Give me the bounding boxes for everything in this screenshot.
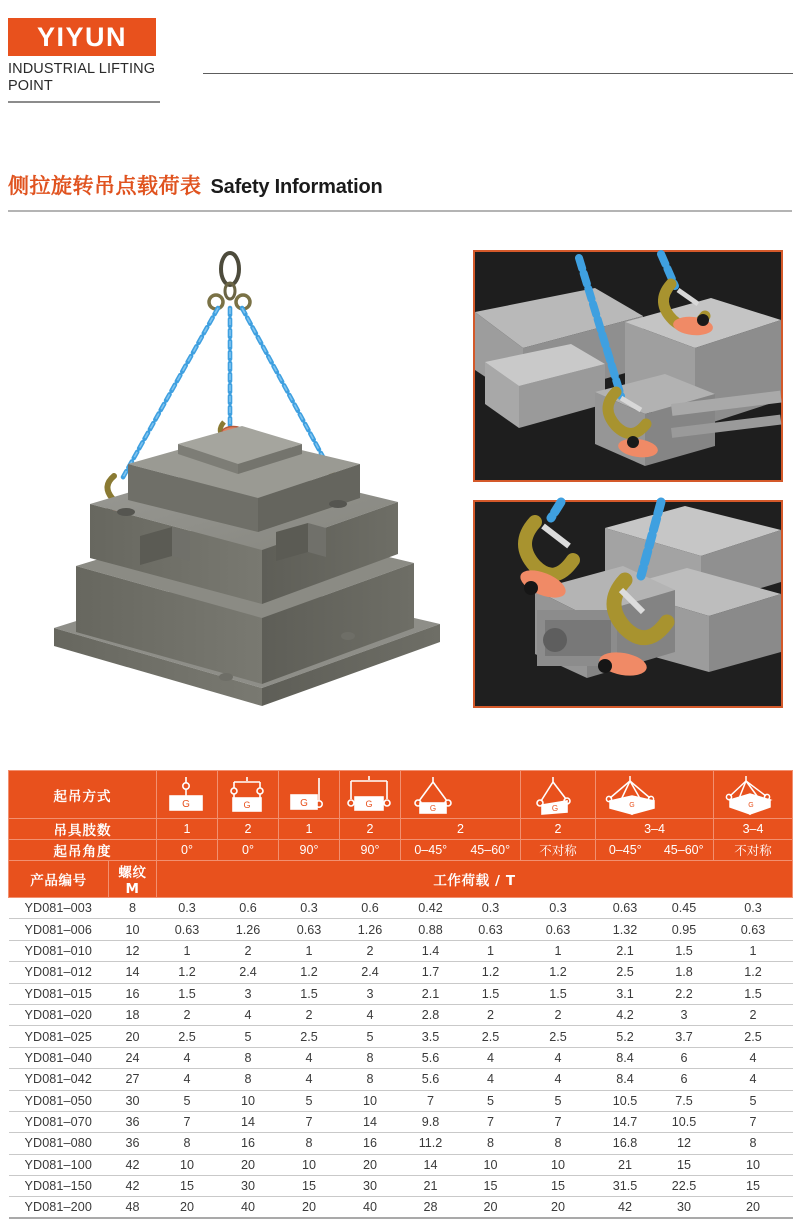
cell-load: 14.7 — [612, 1115, 638, 1130]
cell-thread: 42 — [109, 1154, 157, 1175]
cell-load: 1.5 — [481, 986, 500, 1001]
cell-load: 8.4 — [616, 1050, 634, 1065]
cell-thread: 8 — [109, 898, 157, 919]
cell-thread: 30 — [109, 1090, 157, 1111]
safety-load-table — [8, 770, 793, 1219]
cell-load-pair — [401, 1154, 521, 1175]
title-divider — [8, 210, 792, 212]
cell-load: 2.5 — [521, 1026, 596, 1047]
cell-load: 16 — [340, 1133, 401, 1154]
cell-load: 10.5 — [671, 1115, 697, 1130]
cell-load: 7.5 — [675, 1093, 693, 1108]
cell-load: 4 — [521, 1069, 596, 1090]
svg-text:G: G — [748, 801, 754, 809]
master-link — [209, 253, 250, 309]
cell-thread: 14 — [109, 962, 157, 983]
svg-text:G: G — [243, 799, 251, 810]
cell-load: 16.8 — [612, 1136, 638, 1151]
cell-load: 1 — [279, 940, 340, 961]
angle-7: 不对称 — [714, 840, 793, 861]
cell-load-pair — [401, 1133, 521, 1154]
cell-load: 4 — [279, 1069, 340, 1090]
angle-2: 90° — [279, 840, 340, 861]
cell-load: 20 — [483, 1200, 498, 1215]
cell-load: 9.8 — [421, 1115, 440, 1130]
cell-load: 2.5 — [279, 1026, 340, 1047]
cell-load: 2.5 — [616, 965, 634, 980]
header-divider — [203, 73, 793, 74]
cell-load: 1.2 — [157, 962, 218, 983]
label-product-code: 产品编号 — [9, 861, 109, 898]
cell-load: 1.7 — [421, 965, 440, 980]
page-title-en: Safety Information — [210, 176, 383, 198]
cell-load: 5 — [714, 1090, 793, 1111]
cell-load: 10 — [157, 1154, 218, 1175]
cell-load: 10 — [483, 1157, 498, 1172]
table-row — [9, 1047, 793, 1068]
label-lifting-angle: 起吊角度 — [9, 840, 157, 861]
cell-load: 6 — [680, 1050, 688, 1065]
table-body — [9, 898, 793, 1219]
cell-load-pair — [596, 1154, 714, 1175]
brand-tagline: INDUSTRIAL LIFTING POINT — [8, 61, 156, 94]
cell-load: 16 — [218, 1133, 279, 1154]
cell-load: 7 — [486, 1115, 494, 1130]
page-title-cn: 侧拉旋转吊点载荷表 — [8, 174, 202, 198]
cell-load: 4 — [157, 1069, 218, 1090]
cell-load: 20 — [157, 1197, 218, 1218]
svg-text:G: G — [551, 803, 559, 813]
cell-load: 1.8 — [675, 965, 693, 980]
cell-product-code: YD081–150 — [9, 1176, 109, 1197]
cell-load: 1.26 — [340, 919, 401, 940]
cell-load: 11.2 — [418, 1136, 443, 1151]
cell-load: 1.26 — [218, 919, 279, 940]
cell-load-pair — [596, 1111, 714, 1132]
cell-load: 0.95 — [671, 922, 697, 937]
icon-four-leg-asymmetric — [714, 771, 793, 819]
cell-thread: 27 — [109, 1069, 157, 1090]
cell-load: 40 — [340, 1197, 401, 1218]
detail-photo-top — [473, 250, 783, 482]
cell-load: 0.63 — [714, 919, 793, 940]
cell-product-code: YD081–012 — [9, 962, 109, 983]
angle-6-b: 45–60° — [663, 843, 704, 857]
cell-load: 1.2 — [279, 962, 340, 983]
cell-load: 4 — [521, 1047, 596, 1068]
legs-0: 1 — [157, 819, 218, 840]
cell-load: 15 — [676, 1157, 691, 1172]
cell-load: 3 — [340, 983, 401, 1004]
angle-0: 0° — [157, 840, 218, 861]
angle-1: 0° — [218, 840, 279, 861]
cell-product-code: YD081–200 — [9, 1197, 109, 1218]
cell-load: 30 — [676, 1200, 691, 1215]
cell-load: 22.5 — [671, 1179, 697, 1194]
cell-load: 1.5 — [521, 983, 596, 1004]
hero-illustration — [30, 236, 460, 736]
cell-thread: 20 — [109, 1026, 157, 1047]
cell-load: 0.63 — [612, 901, 638, 916]
cell-thread: 48 — [109, 1197, 157, 1218]
table-row — [9, 919, 793, 940]
cell-load-pair — [596, 1004, 714, 1025]
legs-1: 2 — [218, 819, 279, 840]
cell-load: 8.4 — [616, 1072, 634, 1087]
legs-2: 1 — [279, 819, 340, 840]
svg-text:G: G — [429, 803, 437, 813]
cell-load: 3.5 — [421, 1029, 440, 1044]
cell-load: 2 — [486, 1008, 494, 1023]
cell-load-pair — [401, 919, 521, 940]
cell-product-code: YD081–025 — [9, 1026, 109, 1047]
cell-load: 10 — [340, 1090, 401, 1111]
table-row — [9, 898, 793, 919]
cell-load: 4 — [486, 1072, 494, 1087]
icon-two-leg-angled — [401, 771, 521, 819]
cell-load-pair — [401, 1176, 521, 1197]
cell-load: 15 — [483, 1179, 498, 1194]
cell-load: 0.6 — [218, 898, 279, 919]
cell-load: 28 — [423, 1200, 438, 1215]
cell-load: 4 — [218, 1004, 279, 1025]
icon-two-leg-asymmetric — [521, 771, 596, 819]
cell-load: 14 — [218, 1111, 279, 1132]
cell-load: 0.3 — [157, 898, 218, 919]
cell-load-pair — [596, 919, 714, 940]
cell-product-code: YD081–100 — [9, 1154, 109, 1175]
angle-6-a: 0–45° — [608, 843, 642, 857]
table-row — [9, 983, 793, 1004]
cell-load-pair — [596, 1090, 714, 1111]
section-title — [8, 170, 792, 212]
angle-4-b: 45–60° — [470, 843, 511, 857]
cell-load: 7 — [157, 1111, 218, 1132]
cell-product-code: YD081–015 — [9, 983, 109, 1004]
cell-product-code: YD081–070 — [9, 1111, 109, 1132]
cell-load: 10 — [521, 1154, 596, 1175]
cell-load: 5.6 — [421, 1050, 440, 1065]
cell-load: 10.5 — [612, 1093, 638, 1108]
cell-thread: 36 — [109, 1133, 157, 1154]
icon-two-leg-vertical — [218, 771, 279, 819]
cell-load: 0.63 — [521, 919, 596, 940]
cell-load-pair — [401, 940, 521, 961]
cell-load: 20 — [714, 1197, 793, 1218]
cell-product-code: YD081–010 — [9, 940, 109, 961]
cell-load: 2 — [521, 1004, 596, 1025]
cell-load: 1 — [714, 940, 793, 961]
table-row — [9, 962, 793, 983]
cell-load: 2.1 — [421, 986, 440, 1001]
icon-single-leg-vertical — [157, 771, 218, 819]
cell-load: 8 — [157, 1133, 218, 1154]
cell-load: 0.3 — [521, 898, 596, 919]
logo-wordmark: YIYUN — [36, 21, 128, 52]
angle-4 — [401, 840, 521, 861]
cell-load: 0.6 — [340, 898, 401, 919]
cell-load: 0.3 — [714, 898, 793, 919]
cell-load: 2.5 — [714, 1026, 793, 1047]
cell-load: 3.7 — [675, 1029, 693, 1044]
cell-load: 1.4 — [421, 943, 440, 958]
cell-load: 4 — [157, 1047, 218, 1068]
cell-load: 1.5 — [157, 983, 218, 1004]
cell-load: 0.3 — [279, 898, 340, 919]
table-row — [9, 1176, 793, 1197]
cell-load: 8 — [486, 1136, 494, 1151]
cell-load: 4 — [340, 1004, 401, 1025]
svg-text:G: G — [365, 798, 373, 809]
cell-load: 15 — [279, 1176, 340, 1197]
brand-logo — [8, 18, 158, 103]
cell-load: 4 — [714, 1047, 793, 1068]
cell-load: 2 — [279, 1004, 340, 1025]
table-row — [9, 1111, 793, 1132]
cell-thread: 16 — [109, 983, 157, 1004]
label-lifting-method: 起吊方式 — [9, 771, 157, 819]
table-row — [9, 1004, 793, 1025]
cell-load-pair — [596, 940, 714, 961]
cell-load: 2 — [157, 1004, 218, 1025]
cell-load: 7 — [426, 1093, 434, 1108]
cell-load-pair — [596, 1069, 714, 1090]
legs-3: 2 — [340, 819, 401, 840]
cell-load: 6 — [680, 1072, 688, 1087]
cell-load: 0.42 — [418, 901, 443, 916]
cell-load: 5 — [279, 1090, 340, 1111]
cell-load: 20 — [340, 1154, 401, 1175]
svg-text:G: G — [182, 798, 190, 810]
svg-text:G: G — [629, 801, 635, 809]
cell-product-code: YD081–020 — [9, 1004, 109, 1025]
cell-load: 31.5 — [612, 1179, 638, 1194]
cell-load: 4 — [279, 1047, 340, 1068]
table-row — [9, 1197, 793, 1218]
cell-thread: 24 — [109, 1047, 157, 1068]
cell-load: 2.2 — [675, 986, 693, 1001]
cell-load: 3.1 — [616, 986, 634, 1001]
cell-load: 20 — [279, 1197, 340, 1218]
cell-load: 0.63 — [478, 922, 503, 937]
legs-5: 2 — [521, 819, 596, 840]
icon-two-leg-side-90 — [340, 771, 401, 819]
cell-product-code: YD081–006 — [9, 919, 109, 940]
page-header — [0, 0, 800, 115]
cell-load-pair — [596, 1047, 714, 1068]
icon-single-leg-side-90 — [279, 771, 340, 819]
cell-load: 4.2 — [616, 1008, 634, 1023]
cell-load-pair — [401, 1090, 521, 1111]
table-row — [9, 1133, 793, 1154]
cell-product-code: YD081–042 — [9, 1069, 109, 1090]
header-row-method — [9, 771, 793, 819]
cell-load: 10 — [218, 1090, 279, 1111]
legs-6: 3–4 — [596, 819, 714, 840]
cell-load: 2.4 — [340, 962, 401, 983]
cell-load: 1.5 — [714, 983, 793, 1004]
cell-load: 8 — [714, 1133, 793, 1154]
logo-badge — [8, 18, 156, 56]
cell-load-pair — [401, 1026, 521, 1047]
cell-load-pair — [596, 962, 714, 983]
cell-load: 5.6 — [421, 1072, 440, 1087]
cell-load: 8 — [521, 1133, 596, 1154]
cell-load: 2 — [714, 1004, 793, 1025]
cell-load: 1.2 — [481, 965, 500, 980]
cell-load-pair — [596, 1176, 714, 1197]
cell-load: 3 — [218, 983, 279, 1004]
cell-load: 5 — [340, 1026, 401, 1047]
cell-load-pair — [596, 1026, 714, 1047]
cell-load-pair — [401, 983, 521, 1004]
table-row — [9, 940, 793, 961]
cell-product-code: YD081–050 — [9, 1090, 109, 1111]
cell-load: 42 — [617, 1200, 632, 1215]
cell-load: 15 — [157, 1176, 218, 1197]
table-row — [9, 1090, 793, 1111]
detail-photo-bottom — [473, 500, 783, 708]
cell-load: 5 — [218, 1026, 279, 1047]
legs-4: 2 — [401, 819, 521, 840]
cell-load: 8 — [279, 1133, 340, 1154]
cell-load: 5 — [521, 1090, 596, 1111]
cell-load-pair — [596, 983, 714, 1004]
cell-load: 10 — [714, 1154, 793, 1175]
logo-underline — [8, 101, 160, 103]
cell-load: 30 — [218, 1176, 279, 1197]
cell-load: 0.63 — [157, 919, 218, 940]
cell-load: 0.88 — [418, 922, 443, 937]
table-row — [9, 1069, 793, 1090]
cell-load: 7 — [714, 1111, 793, 1132]
table-row — [9, 1154, 793, 1175]
label-working-load: 工作荷载 / T — [157, 861, 793, 898]
cell-load: 8 — [218, 1047, 279, 1068]
cell-load-pair — [401, 1197, 521, 1218]
cell-thread: 10 — [109, 919, 157, 940]
cell-load: 2.1 — [616, 943, 634, 958]
header-row-legs — [9, 819, 793, 840]
cell-load: 21 — [617, 1157, 632, 1172]
legs-7: 3–4 — [714, 819, 793, 840]
cell-load: 2.4 — [218, 962, 279, 983]
angle-4-a: 0–45° — [414, 843, 448, 857]
cell-load: 7 — [279, 1111, 340, 1132]
cell-load: 20 — [521, 1197, 596, 1218]
cell-load: 0.45 — [671, 901, 697, 916]
cell-load: 5 — [157, 1090, 218, 1111]
cell-load-pair — [401, 898, 521, 919]
cell-load: 1.5 — [675, 943, 693, 958]
cell-load: 0.63 — [279, 919, 340, 940]
cell-load: 12 — [676, 1136, 691, 1151]
cell-load: 14 — [340, 1111, 401, 1132]
cell-load: 20 — [218, 1154, 279, 1175]
cell-load-pair — [401, 1004, 521, 1025]
table-row — [9, 1026, 793, 1047]
cell-load: 1 — [486, 943, 494, 958]
cell-product-code: YD081–040 — [9, 1047, 109, 1068]
svg-text:G: G — [300, 797, 308, 809]
cell-load-pair — [596, 1197, 714, 1218]
cell-load-pair — [401, 962, 521, 983]
cell-thread: 18 — [109, 1004, 157, 1025]
label-leg-count: 吊具肢数 — [9, 819, 157, 840]
cell-thread: 42 — [109, 1176, 157, 1197]
cell-load: 40 — [218, 1197, 279, 1218]
cell-load: 0.3 — [481, 901, 500, 916]
cell-load: 1.2 — [714, 962, 793, 983]
cell-load: 1.5 — [279, 983, 340, 1004]
cell-load-pair — [596, 898, 714, 919]
cell-load-pair — [401, 1111, 521, 1132]
cell-load: 2.5 — [481, 1029, 500, 1044]
cell-load: 3 — [680, 1008, 688, 1023]
angle-5: 不对称 — [521, 840, 596, 861]
cell-load: 2.8 — [421, 1008, 440, 1023]
label-thread: 螺纹 M — [109, 861, 157, 898]
angle-3: 90° — [340, 840, 401, 861]
cell-load-pair — [401, 1047, 521, 1068]
cell-load: 1 — [521, 940, 596, 961]
load-chart-table — [8, 770, 792, 1219]
cell-load: 4 — [486, 1050, 494, 1065]
cell-load: 30 — [340, 1176, 401, 1197]
cell-load: 8 — [218, 1069, 279, 1090]
cell-load: 15 — [714, 1176, 793, 1197]
icon-four-leg-angled — [596, 771, 714, 819]
header-row-angle — [9, 840, 793, 861]
cell-load: 10 — [279, 1154, 340, 1175]
cell-load: 15 — [521, 1176, 596, 1197]
cell-load: 8 — [340, 1047, 401, 1068]
cell-load: 7 — [521, 1111, 596, 1132]
cell-load: 21 — [423, 1179, 438, 1194]
cell-load: 1.32 — [612, 922, 638, 937]
cell-product-code: YD081–080 — [9, 1133, 109, 1154]
media-area — [0, 232, 800, 742]
cell-load: 8 — [340, 1069, 401, 1090]
cell-load: 2 — [218, 940, 279, 961]
cell-load: 4 — [714, 1069, 793, 1090]
cell-load-pair — [401, 1069, 521, 1090]
cell-load: 2.5 — [157, 1026, 218, 1047]
header-row-code — [9, 861, 793, 898]
angle-6 — [596, 840, 714, 861]
cell-load: 1 — [157, 940, 218, 961]
cell-thread: 12 — [109, 940, 157, 961]
cell-load: 5.2 — [616, 1029, 634, 1044]
cell-product-code: YD081–003 — [9, 898, 109, 919]
cell-load-pair — [596, 1133, 714, 1154]
cell-load: 5 — [486, 1093, 494, 1108]
cell-load: 2 — [340, 940, 401, 961]
cell-thread: 36 — [109, 1111, 157, 1132]
cell-load: 14 — [423, 1157, 438, 1172]
cell-load: 1.2 — [521, 962, 596, 983]
